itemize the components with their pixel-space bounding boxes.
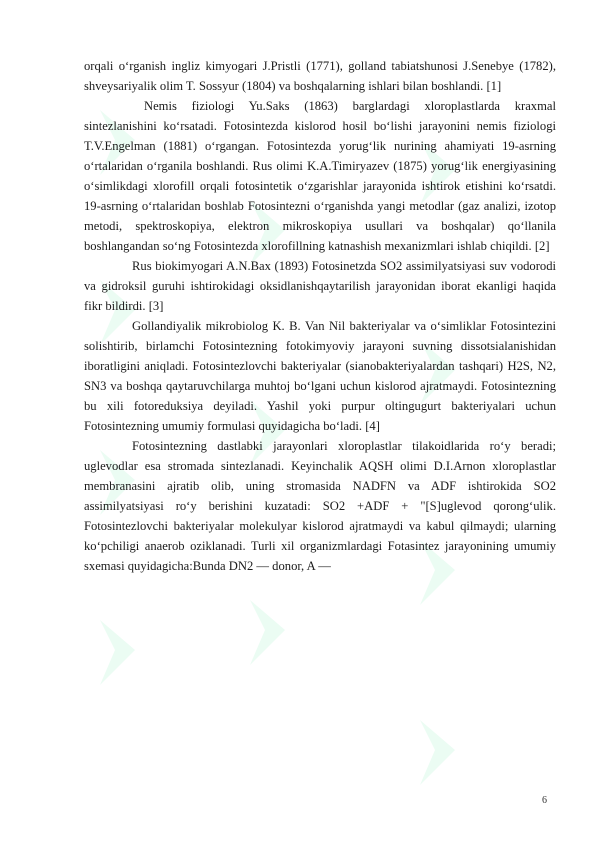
paragraph-4: Gollandiyalik mikrobiolog K. B. Van Nil bakteriyalar va o‘simliklar Fotosintezini solishtirib, birlamchi Fotosintezning fotokimyoviy jarayoni suvning dissotsialanishidan iboratligini aniqladi. Fotosintezlovchi bakteriyalar (sianobakteriyalardan tashqari) H2S, N2, SN3 va boshqa qaytaruvchilarga muhtoj bo‘lgani uchun kislorod ajratmaydi. Fotosintezning bu xili fotoreduksiya deyiladi. Yashil yoki purpur oltingugurt bakteriyalari uchun Fotosintezning umumiy formulasi quyidagicha bo‘ladi. [4] bbox=[84, 319, 556, 433]
body-text bbox=[84, 56, 556, 576]
page-number: 6 bbox=[542, 795, 547, 806]
paragraph-2: Nemis fiziologi Yu.Saks (1863) barglardagi xloroplastlarda kraxmal sintezlanishini ko‘rsatadi. Fotosintezda kislorod hosil bo‘lishi jarayonini nemis fiziologi T.V.Engelman (1881) o‘rgangan. Fotosintezda yorug‘lik nurining ahamiyati 19-asrning o‘rtalaridan o‘rganila boshlandi. Rus olimi K.A.Timiryazev (1875) yorug‘lik energiyasining o‘simlikdagi xlorofill orqali fotosintetik o‘zgarishlar jarayonida ishtirok etishini ko‘rsatdi. 19-asrning o‘rtalaridan boshlab Fotosintezni o‘rganishda yangi metodlar (gaz analizi, izotop metodi, spektroskopiya, elektron mikroskopiya usullari va boshqalar) qo‘llanila boshlangandan so‘ng Fotosintezda xlorofillning katnashish mexanizmlari ishlab chiqildi. [2] bbox=[84, 99, 556, 253]
paragraph-5: Fotosintezning dastlabki jarayonlari xloroplastlar tilakoidlarida ro‘y beradi; uglevodlar esa stromada sintezlanadi. Keyinchalik AQSH olimi D.I.Arnon xloroplastlar membranasini ajratib olib, uning stromasida NADFN va ADF ishtirokida SO2 assimilyatsiyasi ro‘y berishini kuzatadi: SO2 +ADF + "[S]uglevod qorong‘ulik. Fotosintezlovchi bakteriyalar molekulyar kislorod ajratmaydi va kabul qilmaydi; ularning ko‘pchiligi anaerob oziklanadi. Turli xil organizmlardagi Fotasintez jarayonining umumiy sxemasi quyidagicha:Bunda DN2 — donor, A — bbox=[84, 439, 556, 573]
paragraph-3: Rus biokimyogari A.N.Bax (1893) Fotosinetzda SO2 assimilyatsiyasi suv vodorodi va gidroksil guruhi ishtirokidagi oksidlanishqaytarilish jarayonidan iborat ekanligi haqida fikr bildirdi. [3] bbox=[84, 259, 556, 313]
paragraph-1: orqali o‘rganish ingliz kimyogari J.Pristli (1771), golland tabiatshunosi J.Senebye (1782), shveysariyalik olim T. Sossyur (1804) va boshqalarning ishlari bilan boshlandi. [1] bbox=[84, 59, 556, 93]
